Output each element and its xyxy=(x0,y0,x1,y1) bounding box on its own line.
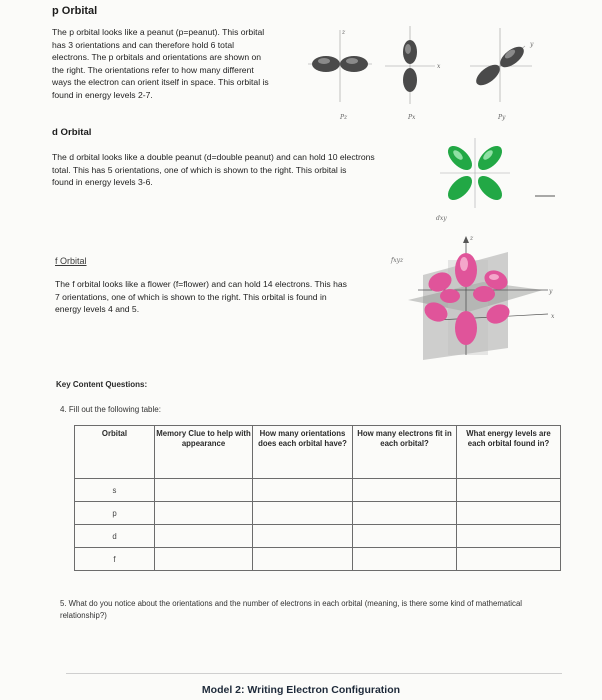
answer-cell[interactable] xyxy=(457,525,561,548)
answer-cell[interactable] xyxy=(353,479,457,502)
p-orbital-1-image xyxy=(308,29,372,121)
p-orbital-description xyxy=(52,26,302,102)
answer-cell[interactable] xyxy=(353,525,457,548)
orbital-cell: s xyxy=(75,479,155,502)
p-orbital-label: Py xyxy=(498,114,506,121)
answer-cell[interactable] xyxy=(353,502,457,525)
f-orbital-label: fxyz xyxy=(391,257,404,264)
orbital-cell: d xyxy=(75,525,155,548)
d-orbital-illustration xyxy=(430,128,570,228)
text-line: energy levels 4 and 5. xyxy=(55,304,140,315)
axis-label: z xyxy=(470,235,474,242)
text-line: has 3 orientations and can therefore hold 6 total xyxy=(52,39,235,50)
answer-cell[interactable] xyxy=(457,502,561,525)
text-line: 7 orientations, one of which is shown to the right. This orbital is found in xyxy=(55,291,327,302)
table-row xyxy=(75,548,561,571)
key-questions-heading: Key Content Questions: xyxy=(56,380,148,389)
p-orbitals-illustration xyxy=(300,24,560,124)
axis-label: y xyxy=(549,288,553,295)
answer-cell[interactable] xyxy=(155,479,253,502)
question-4: 4. Fill out the following table: xyxy=(60,405,161,414)
answer-cell[interactable] xyxy=(155,548,253,571)
orbital-table xyxy=(74,425,561,571)
answer-cell[interactable] xyxy=(253,479,353,502)
p-orbital-label: Px xyxy=(408,114,416,121)
f-orbital-illustration xyxy=(388,230,563,365)
f-orbital-image xyxy=(390,235,555,360)
text-line: The d orbital looks like a double peanut (d=double peanut) and can hold 10 electrons xyxy=(52,152,375,162)
table-row xyxy=(75,502,561,525)
answer-cell[interactable] xyxy=(253,525,353,548)
model-2-title: Model 2: Writing Electron Configuration xyxy=(201,684,401,696)
answer-cell[interactable] xyxy=(253,502,353,525)
question-5: 5. What do you notice about the orientations and the number of electrons in each orbital (meaning, is there some kind of mathematical relationship?) xyxy=(60,599,523,620)
text-line: ways the electron can orient itself in space. This orbital is xyxy=(52,77,269,88)
d-orbital-label: dxy xyxy=(436,215,447,222)
table-header-row xyxy=(75,426,561,479)
f-orbital-title: f Orbital xyxy=(55,256,87,266)
p-orbital-3-image xyxy=(470,28,534,121)
d-orbital-title: d Orbital xyxy=(52,127,92,138)
table-row xyxy=(75,479,561,502)
header-energy-levels: What energy levels are each orbital found in? xyxy=(457,426,561,479)
axis-label: y xyxy=(530,41,534,48)
axis-label: z xyxy=(342,29,346,36)
axis-label: x xyxy=(551,313,555,320)
text-line: electrons. The p orbitals and orientations are shown on xyxy=(52,52,262,63)
text-line: The p orbital looks like a peanut (p=peanut). This orbital xyxy=(52,27,265,37)
p-orbital-title: p Orbital xyxy=(52,5,98,17)
header-orbital: Orbital xyxy=(75,426,155,479)
orbital-cell: p xyxy=(75,502,155,525)
header-memory-clue: Memory Clue to help with appearance xyxy=(155,426,253,479)
text-line: total. This has 5 orientations, one of which is shown to the right. This orbital is xyxy=(52,164,347,175)
f-orbital-description xyxy=(55,278,395,316)
p-orbital-label: Pz xyxy=(340,114,348,121)
orbital-cell: f xyxy=(75,548,155,571)
d-orbital-image xyxy=(436,138,555,222)
answer-cell[interactable] xyxy=(457,479,561,502)
text-line: found in energy levels 3-6. xyxy=(52,177,153,188)
answer-cell[interactable] xyxy=(155,502,253,525)
answer-cell[interactable] xyxy=(155,525,253,548)
text-line: The f orbital looks like a flower (f=flower) and can hold 14 electrons. This has xyxy=(55,279,347,289)
header-electrons: How many electrons fit in each orbital? xyxy=(353,426,457,479)
header-orientations: How many orientations does each orbital have? xyxy=(253,426,353,479)
answer-cell[interactable] xyxy=(457,548,561,571)
answer-cell[interactable] xyxy=(353,548,457,571)
text-line: the right. The orientations refer to how many different xyxy=(52,64,254,75)
table-row xyxy=(75,525,561,548)
axis-label: x xyxy=(437,63,441,70)
answer-cell[interactable] xyxy=(253,548,353,571)
d-orbital-description xyxy=(52,151,432,189)
divider xyxy=(66,673,562,674)
text-line: found in energy levels 2-7. xyxy=(52,89,153,100)
p-orbital-2-image xyxy=(385,26,441,121)
